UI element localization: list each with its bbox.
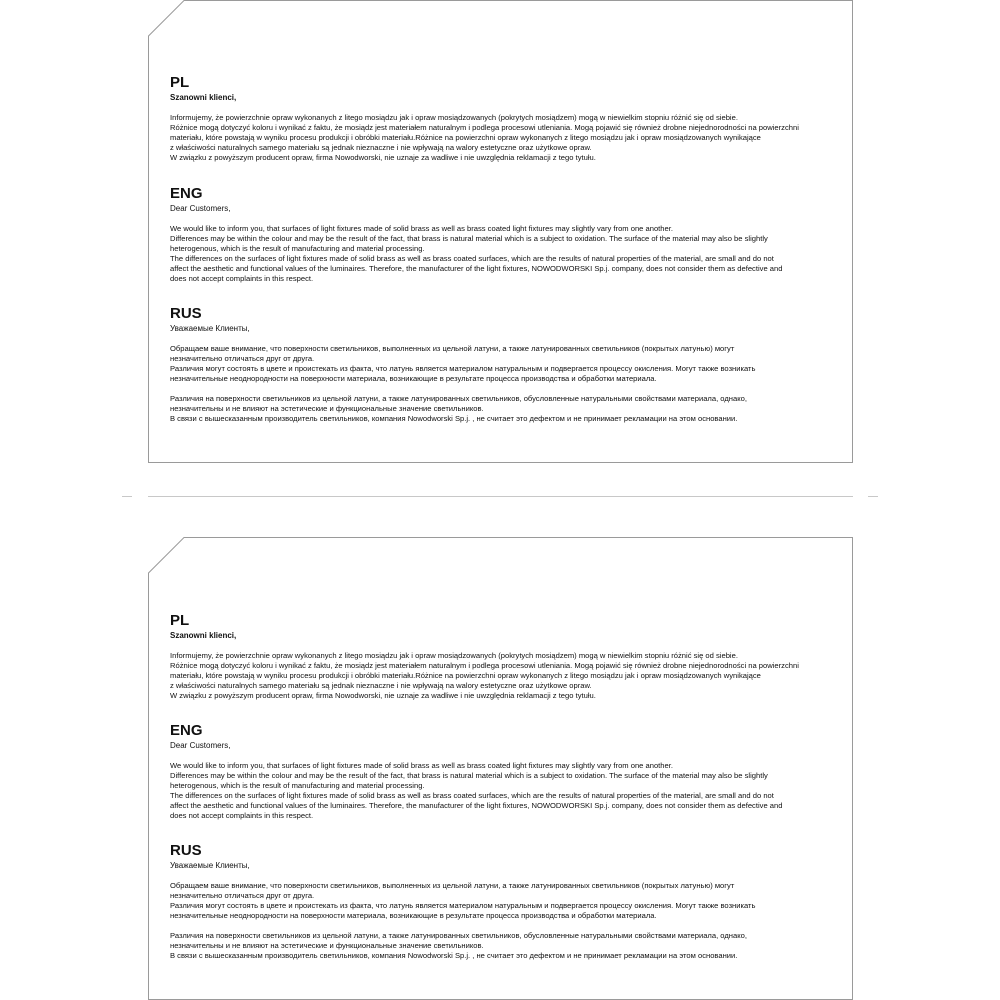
body-line: Различия на поверхности светильников из цельной латуни, а также латунированных светильников, обусловленные натуральными свойствами материала, однако,: [170, 394, 747, 403]
body-line: does not accept complaints in this respect.: [170, 811, 314, 820]
body-pl: [170, 113, 850, 163]
body-line: The differences on the surfaces of light fixtures made of solid brass as well as brass coated surfaces, which are the results of natural properties of the material, are small and do not: [170, 254, 774, 263]
body-line: Różnice mogą dotyczyć koloru i wynikać z faktu, że mosiądz jest materiałem naturalnym i podlega procesowi utleniania. Mogą pojawić się również drobne niejednorodności na powierzchni: [170, 123, 799, 132]
body-line: Differences may be within the colour and may be the result of the fact, that brass is natural material which is a subject to oxidation. The surface of the material may also be slightly: [170, 234, 768, 243]
body-line: Различия могут состоять в цвете и проистекать из факта, что латунь является материалом натуральным и подвергается процессу окисления. Могут также возникать: [170, 364, 756, 373]
body-line: Обращаем ваше внимание, что поверхности светильников, выполненных из цельной латуни, а также латунированных светильников (покрытых латунью) могут: [170, 881, 735, 890]
body-line: Differences may be within the colour and may be the result of the fact, that brass is natural material which is a subject to oxidation. The surface of the material may also be slightly: [170, 771, 768, 780]
body-line: We would like to inform you, that surfaces of light fixtures made of solid brass as well as brass coated light fixtures may slightly vary from one another.: [170, 761, 673, 770]
body-pl: [170, 651, 850, 701]
section-heading-rus: RUS: [170, 842, 202, 859]
body-line: heterogenous, which is the result of manufacturing and material processing.: [170, 781, 425, 790]
body-line: materiału, które powstają w wyniku procesu produkcji i obróbki materiału.Różnice na powierzchni opraw wykonanych z litego mosiądzu jak i opraw mosiądzowanych wynikające: [170, 671, 761, 680]
body-line: does not accept complaints in this respect.: [170, 274, 314, 283]
body-line: materiału, które powstają w wyniku procesu produkcji i obróbki materiału.Różnice na powierzchni opraw wykonanych z litego mosiądzu jak i opraw mosiądzowanych wynikające: [170, 133, 761, 142]
body-line: W związku z powyższym producent opraw, firma Nowodworski, nie uznaje za wadliwe i nie uwzględnia reklamacji z tego tytułu.: [170, 153, 596, 162]
section-eng: [170, 722, 850, 821]
crop-mark-left: [122, 496, 132, 497]
body-rus-a: [170, 344, 850, 384]
body-line: Обращаем ваше внимание, что поверхности светильников, выполненных из цельной латуни, а также латунированных светильников (покрытых латунью) могут: [170, 344, 735, 353]
body-rus-a: [170, 881, 850, 921]
greeting-rus: Уважаемые Клиенты,: [170, 324, 250, 333]
body-line: незначительные неоднородности на поверхности материала, возникающие в результате процесса производства и обработки материала.: [170, 374, 657, 383]
section-rus: [170, 305, 850, 424]
body-rus-b: [170, 931, 850, 961]
section-rus: [170, 842, 850, 961]
body-line: Informujemy, że powierzchnie opraw wykonanych z litego mosiądzu jak i opraw mosiądzowanych (pokrytych mosiądzem) mogą w niewielkim stopniu różnić się od siebie.: [170, 113, 738, 122]
body-line: Informujemy, że powierzchnie opraw wykonanych z litego mosiądzu jak i opraw mosiądzowanych (pokrytych mosiądzem) mogą w niewielkim stopniu różnić się od siebie.: [170, 651, 738, 660]
body-line: affect the aesthetic and functional values of the luminaires. Therefore, the manufacturer of the light fixtures, NOWODWORSKI Sp.j. company, does not consider them as defective and: [170, 801, 783, 810]
body-line: The differences on the surfaces of light fixtures made of solid brass as well as brass coated surfaces, which are the results of natural properties of the material, are small and do not: [170, 791, 774, 800]
body-line: В связи с вышесказанным производитель светильников, компания Nowodworski Sp.j. , не считает это дефектом и не принимает рекламации на этом основании.: [170, 414, 738, 423]
body-line: We would like to inform you, that surfaces of light fixtures made of solid brass as well as brass coated light fixtures may slightly vary from one another.: [170, 224, 673, 233]
body-eng: [170, 224, 850, 284]
body-line: heterogenous, which is the result of manufacturing and material processing.: [170, 244, 425, 253]
body-line: Различия могут состоять в цвете и проистекать из факта, что латунь является материалом натуральным и подвергается процессу окисления. Могут также возникать: [170, 901, 756, 910]
body-line: W związku z powyższym producent opraw, firma Nowodworski, nie uznaje za wadliwe i nie uwzględnia reklamacji z tego tytułu.: [170, 691, 596, 700]
greeting-eng: Dear Customers,: [170, 741, 231, 750]
greeting-rus: Уважаемые Клиенты,: [170, 861, 250, 870]
notice-card-top: [148, 0, 853, 463]
section-pl: [170, 612, 850, 701]
greeting-pl: Szanowni klienci,: [170, 631, 237, 640]
body-eng: [170, 761, 850, 821]
notice-card-bottom: [148, 537, 853, 1000]
body-line: незначительно отличаться друг от друга.: [170, 354, 315, 363]
body-line: незначительны и не влияют на эстетические и функциональные значение светильников.: [170, 941, 484, 950]
section-heading-eng: ENG: [170, 722, 203, 739]
greeting-eng: Dear Customers,: [170, 204, 231, 213]
section-heading-pl: PL: [170, 612, 190, 629]
body-line: незначительные неоднородности на поверхности материала, возникающие в результате процесса производства и обработки материала.: [170, 911, 657, 920]
body-line: z właściwości naturalnych samego materiału są jednak nieznaczne i nie wpływają na walory estetyczne oraz użytkowe opraw.: [170, 143, 592, 152]
body-line: Różnice mogą dotyczyć koloru i wynikać z faktu, że mosiądz jest materiałem naturalnym i podlega procesowi utleniania. Mogą pojawić się również drobne niejednorodności na powierzchni: [170, 661, 799, 670]
section-pl: [170, 74, 850, 163]
section-heading-eng: ENG: [170, 185, 203, 202]
body-line: Различия на поверхности светильников из цельной латуни, а также латунированных светильников, обусловленные натуральными свойствами материала, однако,: [170, 931, 747, 940]
body-line: незначительно отличаться друг от друга.: [170, 891, 315, 900]
section-heading-pl: PL: [170, 74, 190, 91]
page-divider: [148, 496, 853, 497]
crop-mark-right: [868, 496, 878, 497]
body-line: незначительны и не влияют на эстетические и функциональные значение светильников.: [170, 404, 484, 413]
body-line: z właściwości naturalnych samego materiału są jednak nieznaczne i nie wpływają na walory estetyczne oraz użytkowe opraw.: [170, 681, 592, 690]
body-line: В связи с вышесказанным производитель светильников, компания Nowodworski Sp.j. , не считает это дефектом и не принимает рекламации на этом основании.: [170, 951, 738, 960]
section-eng: [170, 185, 850, 284]
body-line: affect the aesthetic and functional values of the luminaires. Therefore, the manufacturer of the light fixtures, NOWODWORSKI Sp.j. company, does not consider them as defective and: [170, 264, 783, 273]
greeting-pl: Szanowni klienci,: [170, 93, 237, 102]
body-rus-b: [170, 394, 850, 424]
section-heading-rus: RUS: [170, 305, 202, 322]
